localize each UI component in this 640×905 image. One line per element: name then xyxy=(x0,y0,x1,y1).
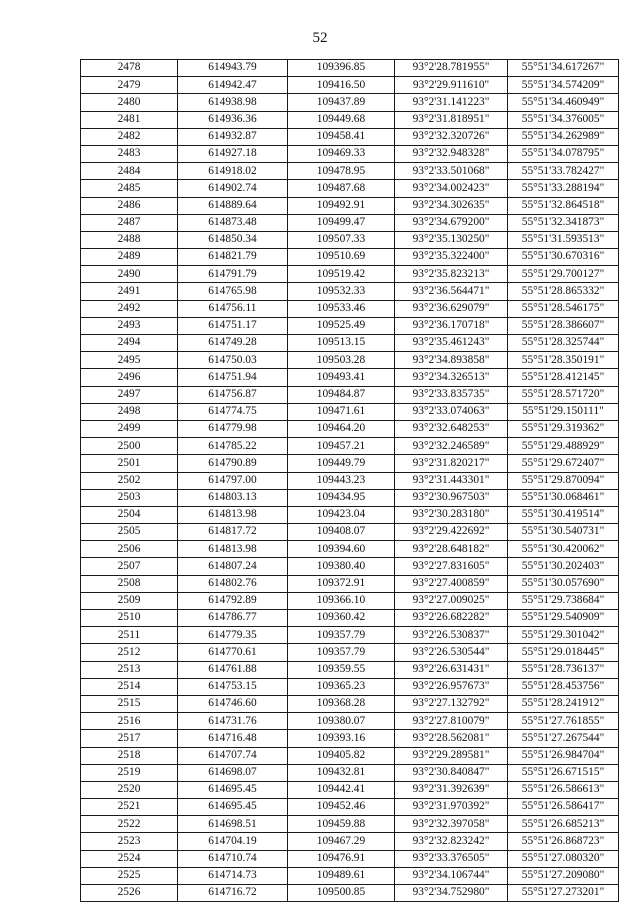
longitude-cell: 93°2'26.682282" xyxy=(395,610,508,627)
longitude-cell: 93°2'29.911610" xyxy=(395,77,508,94)
x-coordinate-cell: 614765.98 xyxy=(178,283,288,300)
table-row xyxy=(81,885,619,902)
x-coordinate-cell: 614751.94 xyxy=(178,369,288,386)
x-coordinate-cell: 614797.00 xyxy=(178,472,288,489)
longitude-cell: 93°2'27.400859" xyxy=(395,575,508,592)
y-coordinate-cell: 109513.15 xyxy=(288,335,395,352)
longitude-cell: 93°2'31.392639" xyxy=(395,781,508,798)
y-coordinate-cell: 109510.69 xyxy=(288,249,395,266)
table-row xyxy=(81,661,619,678)
x-coordinate-cell: 614707.74 xyxy=(178,747,288,764)
point-number-cell: 2511 xyxy=(81,627,178,644)
table-row xyxy=(81,541,619,558)
latitude-cell: 55°51'30.068461" xyxy=(508,489,619,506)
table-row xyxy=(81,713,619,730)
table-row xyxy=(81,833,619,850)
y-coordinate-cell: 109507.33 xyxy=(288,231,395,248)
table-row xyxy=(81,403,619,420)
longitude-cell: 93°2'28.781955" xyxy=(395,60,508,77)
latitude-cell: 55°51'34.574209" xyxy=(508,77,619,94)
longitude-cell: 93°2'32.246589" xyxy=(395,438,508,455)
x-coordinate-cell: 614695.45 xyxy=(178,781,288,798)
latitude-cell: 55°51'28.865332" xyxy=(508,283,619,300)
x-coordinate-cell: 614774.75 xyxy=(178,403,288,420)
table-row xyxy=(81,300,619,317)
latitude-cell: 55°51'26.868723" xyxy=(508,833,619,850)
point-number-cell: 2516 xyxy=(81,713,178,730)
latitude-cell: 55°51'28.546175" xyxy=(508,300,619,317)
point-number-cell: 2510 xyxy=(81,610,178,627)
y-coordinate-cell: 109487.68 xyxy=(288,180,395,197)
point-number-cell: 2490 xyxy=(81,266,178,283)
latitude-cell: 55°51'28.386607" xyxy=(508,317,619,334)
longitude-cell: 93°2'34.893858" xyxy=(395,352,508,369)
point-number-cell: 2506 xyxy=(81,541,178,558)
longitude-cell: 93°2'31.443301" xyxy=(395,472,508,489)
longitude-cell: 93°2'36.170718" xyxy=(395,317,508,334)
latitude-cell: 55°51'32.864518" xyxy=(508,197,619,214)
latitude-cell: 55°51'28.736137" xyxy=(508,661,619,678)
point-number-cell: 2521 xyxy=(81,799,178,816)
point-number-cell: 2505 xyxy=(81,524,178,541)
y-coordinate-cell: 109464.20 xyxy=(288,420,395,437)
x-coordinate-cell: 614786.77 xyxy=(178,610,288,627)
latitude-cell: 55°51'26.586417" xyxy=(508,799,619,816)
y-coordinate-cell: 109476.91 xyxy=(288,850,395,867)
x-coordinate-cell: 614938.98 xyxy=(178,94,288,111)
latitude-cell: 55°51'33.782427" xyxy=(508,163,619,180)
latitude-cell: 55°51'26.984704" xyxy=(508,747,619,764)
point-number-cell: 2524 xyxy=(81,850,178,867)
table-row xyxy=(81,695,619,712)
y-coordinate-cell: 109396.85 xyxy=(288,60,395,77)
point-number-cell: 2485 xyxy=(81,180,178,197)
point-number-cell: 2509 xyxy=(81,592,178,609)
point-number-cell: 2512 xyxy=(81,644,178,661)
x-coordinate-cell: 614761.88 xyxy=(178,661,288,678)
latitude-cell: 55°51'34.617267" xyxy=(508,60,619,77)
table-row xyxy=(81,524,619,541)
latitude-cell: 55°51'29.700127" xyxy=(508,266,619,283)
latitude-cell: 55°51'29.672407" xyxy=(508,455,619,472)
x-coordinate-cell: 614850.34 xyxy=(178,231,288,248)
x-coordinate-cell: 614714.73 xyxy=(178,867,288,884)
point-number-cell: 2488 xyxy=(81,231,178,248)
point-number-cell: 2504 xyxy=(81,506,178,523)
y-coordinate-cell: 109432.81 xyxy=(288,764,395,781)
latitude-cell: 55°51'33.288194" xyxy=(508,180,619,197)
point-number-cell: 2526 xyxy=(81,885,178,902)
longitude-cell: 93°2'30.967503" xyxy=(395,489,508,506)
latitude-cell: 55°51'28.325744" xyxy=(508,335,619,352)
coordinates-table-body xyxy=(81,60,619,902)
longitude-cell: 93°2'36.629079" xyxy=(395,300,508,317)
y-coordinate-cell: 109394.60 xyxy=(288,541,395,558)
table-row xyxy=(81,145,619,162)
latitude-cell: 55°51'26.685213" xyxy=(508,816,619,833)
latitude-cell: 55°51'29.150111" xyxy=(508,403,619,420)
longitude-cell: 93°2'28.648182" xyxy=(395,541,508,558)
longitude-cell: 93°2'27.132792" xyxy=(395,695,508,712)
y-coordinate-cell: 109478.95 xyxy=(288,163,395,180)
x-coordinate-cell: 614698.07 xyxy=(178,764,288,781)
table-row xyxy=(81,128,619,145)
y-coordinate-cell: 109442.41 xyxy=(288,781,395,798)
table-row xyxy=(81,575,619,592)
longitude-cell: 93°2'31.141223" xyxy=(395,94,508,111)
table-row xyxy=(81,249,619,266)
longitude-cell: 93°2'32.823242" xyxy=(395,833,508,850)
latitude-cell: 55°51'26.586613" xyxy=(508,781,619,798)
y-coordinate-cell: 109533.46 xyxy=(288,300,395,317)
y-coordinate-cell: 109437.89 xyxy=(288,94,395,111)
y-coordinate-cell: 109532.33 xyxy=(288,283,395,300)
longitude-cell: 93°2'33.376505" xyxy=(395,850,508,867)
longitude-cell: 93°2'26.530837" xyxy=(395,627,508,644)
latitude-cell: 55°51'28.241912" xyxy=(508,695,619,712)
longitude-cell: 93°2'33.074063" xyxy=(395,403,508,420)
table-row xyxy=(81,506,619,523)
latitude-cell: 55°51'28.412145" xyxy=(508,369,619,386)
longitude-cell: 93°2'32.397058" xyxy=(395,816,508,833)
table-row xyxy=(81,438,619,455)
x-coordinate-cell: 614803.13 xyxy=(178,489,288,506)
point-number-cell: 2503 xyxy=(81,489,178,506)
point-number-cell: 2495 xyxy=(81,352,178,369)
table-row xyxy=(81,197,619,214)
table-row xyxy=(81,747,619,764)
table-row xyxy=(81,558,619,575)
table-row xyxy=(81,231,619,248)
latitude-cell: 55°51'27.080320" xyxy=(508,850,619,867)
point-number-cell: 2523 xyxy=(81,833,178,850)
table-row xyxy=(81,678,619,695)
point-number-cell: 2478 xyxy=(81,60,178,77)
x-coordinate-cell: 614770.61 xyxy=(178,644,288,661)
y-coordinate-cell: 109449.79 xyxy=(288,455,395,472)
longitude-cell: 93°2'34.106744" xyxy=(395,867,508,884)
y-coordinate-cell: 109503.28 xyxy=(288,352,395,369)
y-coordinate-cell: 109457.21 xyxy=(288,438,395,455)
latitude-cell: 55°51'26.671515" xyxy=(508,764,619,781)
y-coordinate-cell: 109525.49 xyxy=(288,317,395,334)
longitude-cell: 93°2'33.835735" xyxy=(395,386,508,403)
longitude-cell: 93°2'34.326513" xyxy=(395,369,508,386)
y-coordinate-cell: 109372.91 xyxy=(288,575,395,592)
y-coordinate-cell: 109443.23 xyxy=(288,472,395,489)
y-coordinate-cell: 109500.85 xyxy=(288,885,395,902)
point-number-cell: 2507 xyxy=(81,558,178,575)
y-coordinate-cell: 109467.29 xyxy=(288,833,395,850)
x-coordinate-cell: 614746.60 xyxy=(178,695,288,712)
table-row xyxy=(81,60,619,77)
x-coordinate-cell: 614710.74 xyxy=(178,850,288,867)
x-coordinate-cell: 614807.24 xyxy=(178,558,288,575)
point-number-cell: 2493 xyxy=(81,317,178,334)
x-coordinate-cell: 614873.48 xyxy=(178,214,288,231)
latitude-cell: 55°51'28.571720" xyxy=(508,386,619,403)
table-row xyxy=(81,180,619,197)
x-coordinate-cell: 614716.48 xyxy=(178,730,288,747)
longitude-cell: 93°2'26.530544" xyxy=(395,644,508,661)
y-coordinate-cell: 109489.61 xyxy=(288,867,395,884)
longitude-cell: 93°2'27.810079" xyxy=(395,713,508,730)
y-coordinate-cell: 109365.23 xyxy=(288,678,395,695)
longitude-cell: 93°2'26.631431" xyxy=(395,661,508,678)
table-row xyxy=(81,592,619,609)
latitude-cell: 55°51'34.262989" xyxy=(508,128,619,145)
latitude-cell: 55°51'29.738684" xyxy=(508,592,619,609)
point-number-cell: 2486 xyxy=(81,197,178,214)
longitude-cell: 93°2'30.840847" xyxy=(395,764,508,781)
point-number-cell: 2494 xyxy=(81,335,178,352)
y-coordinate-cell: 109434.95 xyxy=(288,489,395,506)
latitude-cell: 55°51'34.376005" xyxy=(508,111,619,128)
longitude-cell: 93°2'35.322400" xyxy=(395,249,508,266)
latitude-cell: 55°51'29.018445" xyxy=(508,644,619,661)
y-coordinate-cell: 109368.28 xyxy=(288,695,395,712)
table-row xyxy=(81,816,619,833)
latitude-cell: 55°51'29.540909" xyxy=(508,610,619,627)
table-row xyxy=(81,644,619,661)
latitude-cell: 55°51'27.761855" xyxy=(508,713,619,730)
x-coordinate-cell: 614889.64 xyxy=(178,197,288,214)
point-number-cell: 2513 xyxy=(81,661,178,678)
x-coordinate-cell: 614698.51 xyxy=(178,816,288,833)
y-coordinate-cell: 109458.41 xyxy=(288,128,395,145)
latitude-cell: 55°51'29.319362" xyxy=(508,420,619,437)
latitude-cell: 55°51'28.350191" xyxy=(508,352,619,369)
latitude-cell: 55°51'27.267544" xyxy=(508,730,619,747)
longitude-cell: 93°2'31.820217" xyxy=(395,455,508,472)
point-number-cell: 2525 xyxy=(81,867,178,884)
longitude-cell: 93°2'32.648253" xyxy=(395,420,508,437)
longitude-cell: 93°2'30.283180" xyxy=(395,506,508,523)
point-number-cell: 2497 xyxy=(81,386,178,403)
x-coordinate-cell: 614791.79 xyxy=(178,266,288,283)
table-row xyxy=(81,781,619,798)
table-row xyxy=(81,610,619,627)
point-number-cell: 2489 xyxy=(81,249,178,266)
y-coordinate-cell: 109416.50 xyxy=(288,77,395,94)
y-coordinate-cell: 109452.46 xyxy=(288,799,395,816)
table-row xyxy=(81,850,619,867)
point-number-cell: 2518 xyxy=(81,747,178,764)
x-coordinate-cell: 614943.79 xyxy=(178,60,288,77)
longitude-cell: 93°2'34.302635" xyxy=(395,197,508,214)
point-number-cell: 2522 xyxy=(81,816,178,833)
x-coordinate-cell: 614779.35 xyxy=(178,627,288,644)
x-coordinate-cell: 614936.36 xyxy=(178,111,288,128)
longitude-cell: 93°2'35.461243" xyxy=(395,335,508,352)
point-number-cell: 2487 xyxy=(81,214,178,231)
y-coordinate-cell: 109366.10 xyxy=(288,592,395,609)
table-row xyxy=(81,799,619,816)
point-number-cell: 2508 xyxy=(81,575,178,592)
y-coordinate-cell: 109423.04 xyxy=(288,506,395,523)
y-coordinate-cell: 109469.33 xyxy=(288,145,395,162)
point-number-cell: 2520 xyxy=(81,781,178,798)
x-coordinate-cell: 614716.72 xyxy=(178,885,288,902)
point-number-cell: 2484 xyxy=(81,163,178,180)
y-coordinate-cell: 109360.42 xyxy=(288,610,395,627)
y-coordinate-cell: 109380.40 xyxy=(288,558,395,575)
longitude-cell: 93°2'34.752980" xyxy=(395,885,508,902)
table-row xyxy=(81,369,619,386)
longitude-cell: 93°2'31.970392" xyxy=(395,799,508,816)
longitude-cell: 93°2'35.130250" xyxy=(395,231,508,248)
point-number-cell: 2499 xyxy=(81,420,178,437)
y-coordinate-cell: 109408.07 xyxy=(288,524,395,541)
x-coordinate-cell: 614932.87 xyxy=(178,128,288,145)
point-number-cell: 2479 xyxy=(81,77,178,94)
y-coordinate-cell: 109493.41 xyxy=(288,369,395,386)
y-coordinate-cell: 109380.07 xyxy=(288,713,395,730)
point-number-cell: 2515 xyxy=(81,695,178,712)
y-coordinate-cell: 109357.79 xyxy=(288,644,395,661)
latitude-cell: 55°51'27.209080" xyxy=(508,867,619,884)
point-number-cell: 2482 xyxy=(81,128,178,145)
longitude-cell: 93°2'36.564471" xyxy=(395,283,508,300)
point-number-cell: 2491 xyxy=(81,283,178,300)
longitude-cell: 93°2'29.422692" xyxy=(395,524,508,541)
table-row xyxy=(81,472,619,489)
x-coordinate-cell: 614695.45 xyxy=(178,799,288,816)
x-coordinate-cell: 614751.17 xyxy=(178,317,288,334)
table-row xyxy=(81,455,619,472)
x-coordinate-cell: 614927.18 xyxy=(178,145,288,162)
x-coordinate-cell: 614785.22 xyxy=(178,438,288,455)
point-number-cell: 2498 xyxy=(81,403,178,420)
latitude-cell: 55°51'32.341873" xyxy=(508,214,619,231)
x-coordinate-cell: 614749.28 xyxy=(178,335,288,352)
latitude-cell: 55°51'30.420062" xyxy=(508,541,619,558)
table-row xyxy=(81,352,619,369)
latitude-cell: 55°51'30.670316" xyxy=(508,249,619,266)
x-coordinate-cell: 614756.87 xyxy=(178,386,288,403)
table-row xyxy=(81,867,619,884)
point-number-cell: 2483 xyxy=(81,145,178,162)
point-number-cell: 2500 xyxy=(81,438,178,455)
table-row xyxy=(81,335,619,352)
point-number-cell: 2519 xyxy=(81,764,178,781)
table-row xyxy=(81,317,619,334)
y-coordinate-cell: 109357.79 xyxy=(288,627,395,644)
coordinates-table-container xyxy=(80,59,619,902)
latitude-cell: 55°51'27.273201" xyxy=(508,885,619,902)
latitude-cell: 55°51'30.202403" xyxy=(508,558,619,575)
longitude-cell: 93°2'28.562081" xyxy=(395,730,508,747)
latitude-cell: 55°51'31.593513" xyxy=(508,231,619,248)
point-number-cell: 2492 xyxy=(81,300,178,317)
coordinates-table xyxy=(80,59,619,902)
latitude-cell: 55°51'29.301042" xyxy=(508,627,619,644)
x-coordinate-cell: 614942.47 xyxy=(178,77,288,94)
longitude-cell: 93°2'35.823213" xyxy=(395,266,508,283)
point-number-cell: 2496 xyxy=(81,369,178,386)
page-number: 52 xyxy=(312,30,328,46)
x-coordinate-cell: 614817.72 xyxy=(178,524,288,541)
longitude-cell: 93°2'32.320726" xyxy=(395,128,508,145)
x-coordinate-cell: 614704.19 xyxy=(178,833,288,850)
longitude-cell: 93°2'27.009025" xyxy=(395,592,508,609)
point-number-cell: 2502 xyxy=(81,472,178,489)
longitude-cell: 93°2'32.948328" xyxy=(395,145,508,162)
table-row xyxy=(81,420,619,437)
y-coordinate-cell: 109492.91 xyxy=(288,197,395,214)
x-coordinate-cell: 614753.15 xyxy=(178,678,288,695)
table-row xyxy=(81,730,619,747)
y-coordinate-cell: 109359.55 xyxy=(288,661,395,678)
table-row xyxy=(81,94,619,111)
latitude-cell: 55°51'29.488929" xyxy=(508,438,619,455)
latitude-cell: 55°51'34.078795" xyxy=(508,145,619,162)
longitude-cell: 93°2'26.957673" xyxy=(395,678,508,695)
longitude-cell: 93°2'31.818951" xyxy=(395,111,508,128)
table-row xyxy=(81,266,619,283)
table-row xyxy=(81,489,619,506)
table-row xyxy=(81,77,619,94)
longitude-cell: 93°2'33.501068" xyxy=(395,163,508,180)
latitude-cell: 55°51'30.540731" xyxy=(508,524,619,541)
latitude-cell: 55°51'30.057690" xyxy=(508,575,619,592)
longitude-cell: 93°2'27.831605" xyxy=(395,558,508,575)
x-coordinate-cell: 614902.74 xyxy=(178,180,288,197)
x-coordinate-cell: 614750.03 xyxy=(178,352,288,369)
longitude-cell: 93°2'29.289581" xyxy=(395,747,508,764)
y-coordinate-cell: 109449.68 xyxy=(288,111,395,128)
x-coordinate-cell: 614790.89 xyxy=(178,455,288,472)
longitude-cell: 93°2'34.002423" xyxy=(395,180,508,197)
point-number-cell: 2481 xyxy=(81,111,178,128)
latitude-cell: 55°51'29.870094" xyxy=(508,472,619,489)
point-number-cell: 2501 xyxy=(81,455,178,472)
y-coordinate-cell: 109459.88 xyxy=(288,816,395,833)
x-coordinate-cell: 614779.98 xyxy=(178,420,288,437)
y-coordinate-cell: 109499.47 xyxy=(288,214,395,231)
y-coordinate-cell: 109393.16 xyxy=(288,730,395,747)
y-coordinate-cell: 109519.42 xyxy=(288,266,395,283)
x-coordinate-cell: 614813.98 xyxy=(178,541,288,558)
longitude-cell: 93°2'34.679200" xyxy=(395,214,508,231)
y-coordinate-cell: 109471.61 xyxy=(288,403,395,420)
latitude-cell: 55°51'34.460949" xyxy=(508,94,619,111)
y-coordinate-cell: 109484.87 xyxy=(288,386,395,403)
point-number-cell: 2517 xyxy=(81,730,178,747)
x-coordinate-cell: 614918.02 xyxy=(178,163,288,180)
x-coordinate-cell: 614756.11 xyxy=(178,300,288,317)
y-coordinate-cell: 109405.82 xyxy=(288,747,395,764)
table-row xyxy=(81,163,619,180)
latitude-cell: 55°51'30.419514" xyxy=(508,506,619,523)
point-number-cell: 2514 xyxy=(81,678,178,695)
latitude-cell: 55°51'28.453756" xyxy=(508,678,619,695)
table-row xyxy=(81,283,619,300)
table-row xyxy=(81,386,619,403)
point-number-cell: 2480 xyxy=(81,94,178,111)
x-coordinate-cell: 614731.76 xyxy=(178,713,288,730)
x-coordinate-cell: 614813.98 xyxy=(178,506,288,523)
table-row xyxy=(81,764,619,781)
table-row xyxy=(81,111,619,128)
x-coordinate-cell: 614792.89 xyxy=(178,592,288,609)
x-coordinate-cell: 614821.79 xyxy=(178,249,288,266)
table-row xyxy=(81,214,619,231)
table-row xyxy=(81,627,619,644)
x-coordinate-cell: 614802.76 xyxy=(178,575,288,592)
